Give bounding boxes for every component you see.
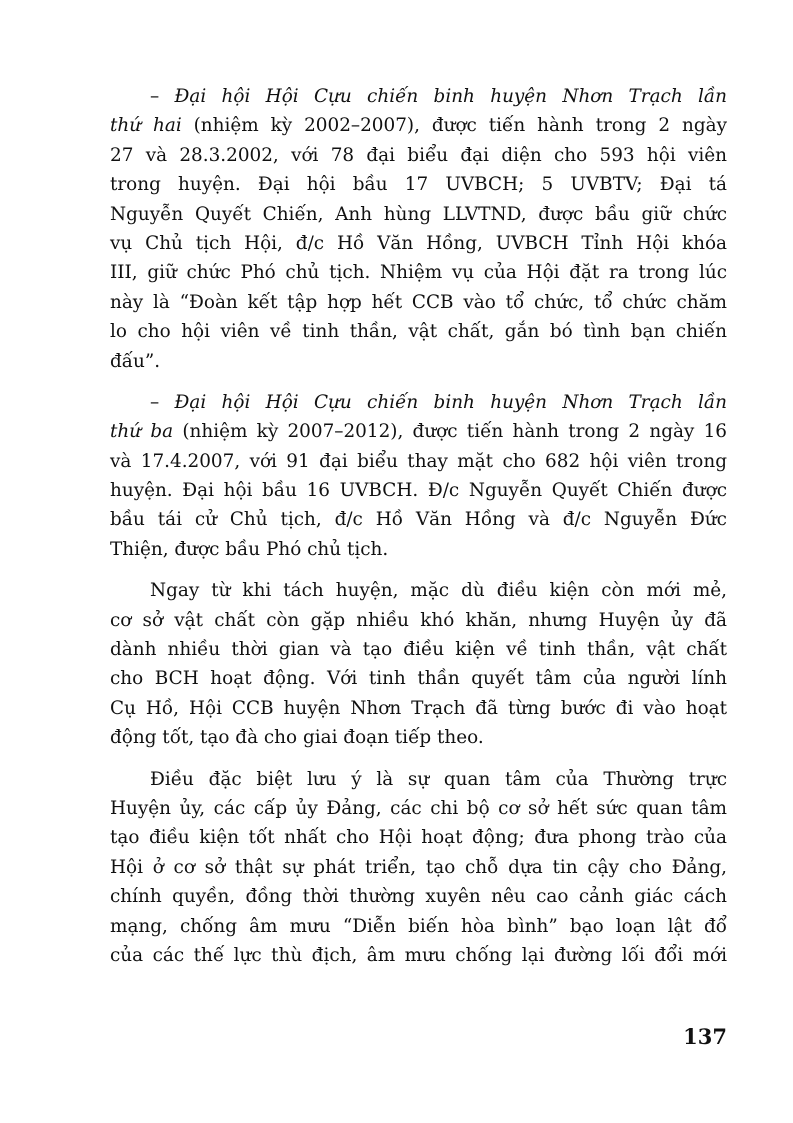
page-body — [110, 82, 727, 982]
text-line — [110, 765, 727, 794]
text-segment: Cụ Hồ, Hội CCB huyện Nhơn Trạch đã từng bước đi vào hoạt — [110, 697, 727, 719]
text-line — [110, 288, 727, 317]
text-line — [110, 447, 727, 476]
text-segment: Huyện ủy, các cấp ủy Đảng, các chi bộ cơ sở hết sức quan tâm — [110, 797, 727, 819]
text-segment: này là “Đoàn kết tập hợp hết CCB vào tổ chức, tổ chức chăm — [110, 291, 727, 313]
text-segment: 27 và 28.3.2002, với 78 đại biểu đại diện cho 593 hội viên — [110, 144, 727, 166]
italic-text: Đại hội Hội Cựu chiến binh huyện Nhơn Trạch lần — [174, 391, 728, 413]
text-segment: động tốt, tạo đà cho giai đoạn tiếp theo. — [110, 727, 484, 749]
text-segment: cho BCH hoạt động. Với tinh thần quyết tâm của người lính — [110, 668, 727, 690]
text-line — [110, 200, 727, 229]
text-line — [110, 941, 727, 970]
text-segment: chính quyền, đồng thời thường xuyên nêu cao cảnh giác cách — [110, 886, 727, 908]
text-segment: của các thế lực thù địch, âm mưu chống lại đường lối đổi mới — [110, 944, 727, 966]
text-line — [110, 317, 727, 346]
text-segment: – — [150, 391, 175, 413]
text-line — [110, 794, 727, 823]
text-segment: Hội ở cơ sở thật sự phát triển, tạo chỗ dựa tin cậy cho Đảng, — [110, 856, 727, 878]
text-line — [110, 853, 727, 882]
text-line — [110, 417, 727, 446]
italic-text: thứ hai — [110, 115, 182, 137]
text-segment: tạo điều kiện tốt nhất cho Hội hoạt động; đưa phong trào của — [110, 827, 727, 849]
text-segment: huyện. Đại hội bầu 16 UVBCH. Đ/c Nguyễn Quyết Chiến được — [110, 480, 727, 502]
text-line — [110, 141, 727, 170]
text-line — [110, 476, 727, 505]
text-line — [110, 606, 727, 635]
italic-text: thứ ba — [110, 421, 174, 443]
text-line — [110, 576, 727, 605]
text-segment: dành nhiều thời gian và tạo điều kiện về tinh thần, vật chất — [110, 639, 727, 661]
text-line — [110, 505, 727, 534]
text-line — [110, 635, 727, 664]
paragraph — [110, 388, 727, 564]
text-segment: vụ Chủ tịch Hội, đ/c Hồ Văn Hồng, UVBCH Tỉnh Hội khóa — [110, 232, 727, 254]
text-line — [110, 664, 727, 693]
text-line — [110, 882, 727, 911]
text-line — [110, 258, 727, 287]
text-segment: đấu”. — [110, 350, 161, 372]
text-line — [110, 823, 727, 852]
text-segment: (nhiệm kỳ 2002–2007), được tiến hành trong 2 ngày — [181, 115, 727, 137]
text-segment: III, giữ chức Phó chủ tịch. Nhiệm vụ của Hội đặt ra trong lúc — [110, 262, 727, 284]
text-segment: (nhiệm kỳ 2007–2012), được tiến hành trong 2 ngày 16 — [173, 421, 727, 443]
text-segment: trong huyện. Đại hội bầu 17 UVBCH; 5 UVBTV; Đại tá — [110, 174, 727, 196]
text-line — [110, 723, 727, 752]
text-line — [110, 694, 727, 723]
text-line — [110, 388, 727, 417]
text-segment: Điều đặc biệt lưu ý là sự quan tâm của Thường trực — [150, 768, 727, 790]
paragraph — [110, 82, 727, 376]
text-line — [110, 535, 727, 564]
text-segment: bầu tái cử Chủ tịch, đ/c Hồ Văn Hồng và đ/c Nguyễn Đức — [110, 509, 727, 531]
text-segment: Thiện, được bầu Phó chủ tịch. — [110, 538, 389, 560]
italic-text: Đại hội Hội Cựu chiến binh huyện Nhơn Trạch lần — [174, 86, 728, 107]
paragraph — [110, 576, 727, 752]
text-segment: Nguyễn Quyết Chiến, Anh hùng LLVTND, được bầu giữ chức — [110, 203, 727, 225]
text-line — [110, 82, 727, 111]
text-segment: – — [150, 86, 175, 107]
page-number: 137 — [683, 1024, 727, 1049]
text-segment: mạng, chống âm mưu “Diễn biến hòa bình” bạo loạn lật đổ — [110, 915, 727, 937]
text-segment: và 17.4.2007, với 91 đại biểu thay mặt cho 682 hội viên trong — [110, 450, 727, 472]
text-line — [110, 111, 727, 140]
text-segment: Ngay từ khi tách huyện, mặc dù điều kiện còn mới mẻ, — [150, 580, 727, 602]
text-line — [110, 912, 727, 941]
text-line — [110, 229, 727, 258]
text-segment: cơ sở vật chất còn gặp nhiều khó khăn, nhưng Huyện ủy đã — [110, 609, 727, 631]
text-line — [110, 347, 727, 376]
text-line — [110, 170, 727, 199]
text-segment: lo cho hội viên về tinh thần, vật chất, gắn bó tình bạn chiến — [110, 321, 727, 343]
paragraph — [110, 765, 727, 971]
